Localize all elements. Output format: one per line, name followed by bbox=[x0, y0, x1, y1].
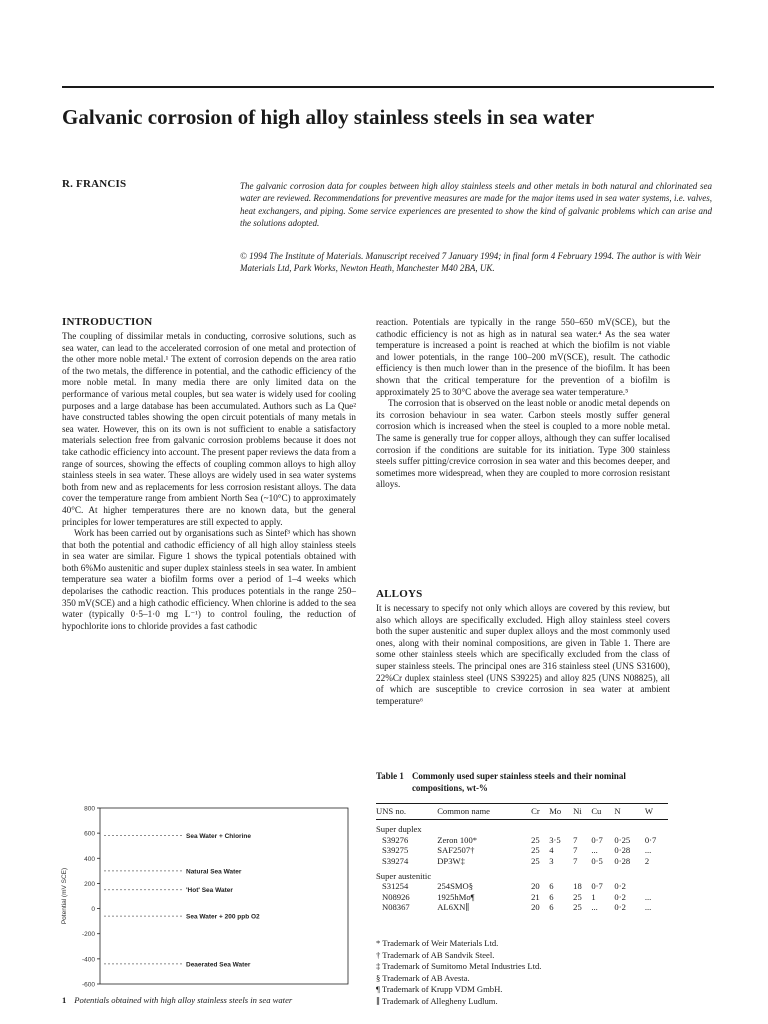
table-footnote: ‡ Trademark of Sumitomo Metal Industries Ltd. bbox=[376, 961, 542, 972]
table-header-cell: Cu bbox=[591, 804, 614, 820]
right-column-text bbox=[376, 317, 670, 491]
table-cell: 25 bbox=[573, 902, 582, 913]
table-row bbox=[376, 902, 668, 913]
table-cell: N08926 bbox=[382, 891, 410, 902]
table-cell: 18 bbox=[573, 881, 582, 892]
body-paragraph: The corrosion that is observed on the least noble or anodic metal depends on its corrosion behaviour in sea water. Carbon steels mostly suffer general corrosion which is increased when the steel is coupled to a more noble metal. The same is generally true for copper alloys, although they can suffer localised corrosion if the conditions are suitable for its initiation. Type 300 stainless steels suffer pitting/crevice corrosion in sea water and this becomes deeper, and sometimes more widespread, when they are coupled to more corrosion resistant alloys. bbox=[376, 398, 670, 490]
table-cell: 2 bbox=[644, 855, 650, 866]
y-tick-label: 800 bbox=[84, 805, 95, 813]
table-caption bbox=[376, 771, 668, 794]
alloys-paragraph: It is necessary to specify not only which alloys are covered by this review, but also which alloys are specifically excluded. High alloy stainless steel covers both the super austenitic and super duplex alloys and the most commonly used ones, along with their nominal compositions, are given in Table 1. There are some other stainless steels which are specifically excluded from the class of super stainless steels. The principal ones are 316 stainless steel (UNS S31600), 22%Cr duplex stainless steel (UNS S39225) and alloy 825 (UNS N08825), all of which are susceptible to crevice corrosion in sea water at ambient temperature⁶ bbox=[376, 603, 670, 706]
introduction-paragraph: The coupling of dissimilar metals in conducting, corrosive solutions, such as sea water, can lead to the accelerated corrosion of one metal and protection of the other more noble metal.¹ The extent of corrosion depends on the area ratio of the two metals, the difference in potential, and the cathodic efficiency of the more noble metal. In many media there are only limited data on the performance of various metal couples, but sea water is widely used for cooling purposes and a large database has been accumulated. Authors such as La Que² have constructed tables showing the open circuit potentials of many metals in sea water. However, this on its own is not sufficient to enable a satisfactory materials selection free from galvanic corrosion problems because it does not take cathodic efficiency into account. The present paper reviews the data from a range of sources, showing the effects of coupling common alloys to high alloy stainless steels in sea water. These alloys are widely used in sea water systems both from new and as replacements for less corrosion resistant alloys. The data cover the temperature range from ambient North Sea (~10°C) to approximately 40°C. At higher temperatures there are no known data, but the general principles for lower temperatures are still expected to apply. bbox=[62, 331, 356, 527]
y-tick-label: -600 bbox=[81, 981, 95, 989]
table-cell: 0·7 bbox=[644, 834, 657, 845]
table-footnote: § Trademark of AB Avesta. bbox=[376, 972, 470, 983]
y-tick-label: 200 bbox=[84, 880, 95, 888]
table-cell: 7 bbox=[573, 855, 578, 866]
table-row bbox=[376, 835, 668, 846]
table-cell: 7 bbox=[573, 845, 578, 856]
table-cell: ... bbox=[591, 902, 598, 913]
introduction-paragraph: Work has been carried out by organisations such as Sintef³ which has shown that both the potential and cathodic efficiency of all high alloy stainless steels in sea water are similar. Figure 1 shows the typical potentials obtained with both 6%Mo austenitic and super duplex stainless steels in sea water. In ambient temperature sea water a biofilm forms over a period of 1–4 weeks which depolarises the cathodic reaction. This produces potentials in the range 250–350 mV(SCE) and a high cathodic efficiency. When chlorine is added to the sea water (typically 0·5–1·0 mg L⁻¹) to control fouling, the reduction of hypochlorite ions to chloride provides a fast cathodic bbox=[62, 528, 356, 631]
level-label: Sea Water + Chlorine bbox=[186, 833, 251, 841]
level-label: Natural Sea Water bbox=[186, 868, 242, 876]
table-cell: S39274 bbox=[382, 855, 409, 866]
table-cell: 0·5 bbox=[591, 855, 603, 866]
table-label: Table 1 bbox=[376, 771, 404, 781]
table-cell: AL6XN∥ bbox=[437, 902, 470, 913]
title-rule bbox=[62, 86, 714, 88]
table-cell: S31254 bbox=[382, 881, 409, 892]
table-cell: 0·28 bbox=[614, 855, 631, 866]
table-header-cell: UNS no. bbox=[376, 804, 437, 820]
table-row bbox=[376, 892, 668, 903]
table-cell: 4 bbox=[549, 845, 554, 856]
table-cell: 6 bbox=[549, 881, 554, 892]
table-header-cell: N bbox=[614, 804, 644, 820]
level-label: 'Hot' Sea Water bbox=[186, 887, 233, 895]
table-footnote: ¶ Trademark of Krupp VDM GmbH. bbox=[376, 984, 503, 995]
table-cell: 6 bbox=[549, 902, 554, 913]
table-cell: 254SMO§ bbox=[437, 881, 474, 892]
table-group-label: Super duplex bbox=[376, 824, 422, 835]
level-label: Sea Water + 200 ppb O2 bbox=[186, 913, 260, 921]
table-row bbox=[376, 881, 668, 892]
table-header-cell: Cr bbox=[531, 804, 549, 820]
potential-figure bbox=[56, 800, 356, 1000]
table-cell: N08367 bbox=[382, 902, 410, 913]
table-cell: 25 bbox=[531, 855, 540, 866]
table-caption-text: Commonly used super stainless steels and their nominal compositions, wt-% bbox=[411, 771, 626, 793]
table-header-cell: Common name bbox=[437, 804, 531, 820]
table-cell: 0·28 bbox=[614, 845, 631, 856]
article-title: Galvanic corrosion of high alloy stainless steels in sea water bbox=[62, 105, 595, 129]
table-cell: S39275 bbox=[382, 845, 409, 856]
table-cell: 6 bbox=[549, 891, 554, 902]
level-label: Deaerated Sea Water bbox=[186, 961, 251, 969]
figure-number: 1 bbox=[62, 995, 67, 1005]
composition-table-block bbox=[376, 771, 668, 913]
introduction-heading: INTRODUCTION bbox=[62, 316, 153, 328]
table-cell: 25 bbox=[573, 891, 582, 902]
copyright-note: © 1994 The Institute of Materials. Manuscript received 7 January 1994; in final form 4 February 1994. The author is with Weir Materials Ltd, Park Works, Newton Heath, Manchester M40 2BA, UK. bbox=[240, 251, 701, 274]
table-header-cell: Ni bbox=[573, 804, 591, 820]
table-cell: 0·2 bbox=[614, 891, 626, 902]
table-group-row bbox=[376, 820, 668, 835]
table-cell: 3·5 bbox=[549, 834, 561, 845]
table-row bbox=[376, 856, 668, 867]
table-cell: 3 bbox=[549, 855, 554, 866]
table-header-cell: Mo bbox=[549, 804, 573, 820]
table-cell: 0·7 bbox=[591, 834, 603, 845]
y-tick-label: 600 bbox=[84, 830, 95, 838]
table-cell: 25 bbox=[531, 845, 540, 856]
composition-table bbox=[376, 803, 668, 913]
table-header-cell: W bbox=[645, 804, 668, 820]
table-cell: DP3W‡ bbox=[437, 855, 465, 866]
table-cell: 20 bbox=[531, 902, 540, 913]
table-cell: 0·2 bbox=[614, 902, 626, 913]
y-tick-label: 0 bbox=[91, 906, 95, 914]
table-cell: ... bbox=[644, 845, 652, 856]
table-cell: SAF2507† bbox=[437, 845, 475, 856]
table-cell: 0·7 bbox=[591, 881, 603, 892]
table-footnote: ∥ Trademark of Allegheny Ludlum. bbox=[376, 995, 498, 1006]
table-group-label: Super austenitic bbox=[376, 870, 432, 881]
table-cell: ... bbox=[591, 845, 598, 856]
table-cell bbox=[645, 881, 668, 892]
table-cell: 1925hMo¶ bbox=[437, 891, 475, 902]
body-paragraph: reaction. Potentials are typically in the range 550–650 mV(SCE), but the cathodic efficiency is not as high as in natural sea water.⁴ As the sea water temperature is increased a point is reached at which the biofilm is not viable and lower potentials, in the range 100–200 mV(SCE), result. The cathodic efficiency is then much lower than in the presence of the biofilm. It has been shown that the critical temperature for the prevention of a biofilm is approximately 25 to 30°C above the average sea water temperature.⁵ bbox=[376, 317, 670, 397]
table-cell: Zeron 100* bbox=[437, 834, 478, 845]
figure-caption-text: Potentials obtained with high alloy stainless steels in sea water bbox=[74, 995, 293, 1005]
table-footnote: * Trademark of Weir Materials Ltd. bbox=[376, 938, 499, 948]
table-cell: 25 bbox=[531, 834, 540, 845]
table-row bbox=[376, 845, 668, 856]
y-tick-label: -200 bbox=[81, 931, 95, 939]
y-axis-label: Potential (mV SCE) bbox=[61, 867, 68, 925]
alloys-section bbox=[376, 588, 670, 707]
table-cell: ... bbox=[644, 902, 652, 913]
table-cell: 1 bbox=[591, 891, 596, 902]
introduction-section bbox=[62, 316, 356, 632]
table-cell: S39276 bbox=[382, 834, 409, 845]
table-footnotes bbox=[376, 938, 668, 1008]
table-cell: 7 bbox=[573, 834, 578, 845]
alloys-heading: ALLOYS bbox=[376, 588, 423, 600]
table-footnote: † Trademark of AB Sandvik Steel. bbox=[376, 949, 495, 960]
author-name: R. FRANCIS bbox=[62, 178, 127, 190]
table-header-row bbox=[376, 804, 668, 820]
table-cell: 20 bbox=[531, 881, 540, 892]
figure-caption bbox=[62, 995, 362, 1005]
table-body bbox=[376, 820, 668, 913]
table-cell: 0·2 bbox=[614, 881, 626, 892]
abstract: The galvanic corrosion data for couples between high alloy stainless steels and other metals in both natural and chlorinated sea water are reviewed. Recommendations for preventive measures are made for the major items used in sea water systems, i.e. valves, heat exchangers, and piping. Some service experiences are presented to show the kind of galvanic problems which can arise and the solutions adopted. bbox=[240, 181, 712, 229]
table-cell: 0·25 bbox=[614, 834, 631, 845]
y-tick-label: -400 bbox=[81, 956, 95, 964]
potential-chart bbox=[56, 800, 356, 995]
table-cell: 21 bbox=[531, 891, 540, 902]
table-group-row bbox=[376, 867, 668, 882]
y-tick-label: 400 bbox=[84, 855, 95, 863]
table-cell: ... bbox=[644, 891, 652, 902]
